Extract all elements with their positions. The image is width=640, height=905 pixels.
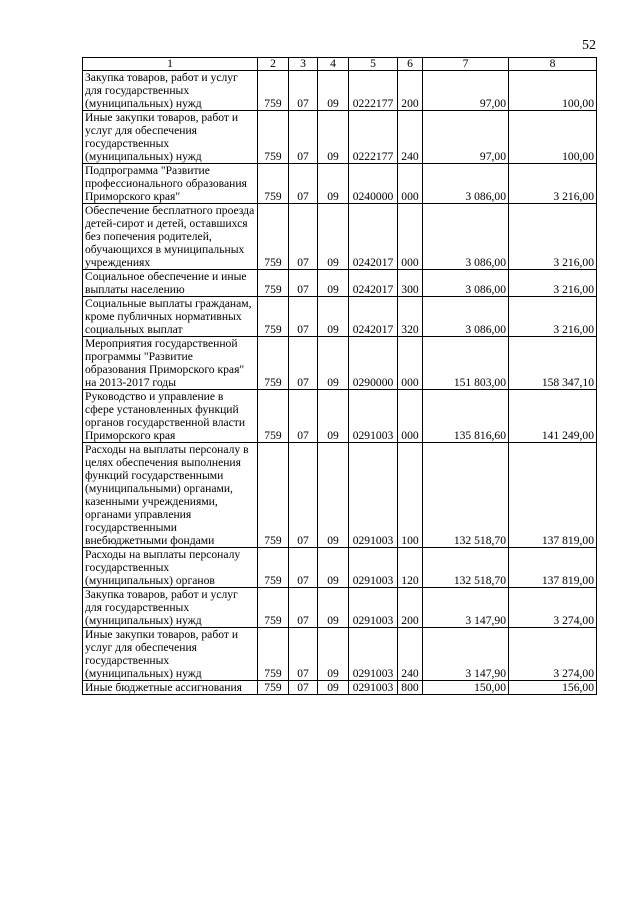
amount-year-1-cell: 132 518,70 <box>423 548 509 588</box>
table-row <box>83 297 597 337</box>
expense-type-cell: 200 <box>398 71 423 111</box>
section-code-cell: 07 <box>289 71 318 111</box>
header-cell-6: 6 <box>398 58 423 71</box>
subsection-code-cell: 09 <box>318 270 349 297</box>
target-article-cell: 0222177 <box>349 111 398 164</box>
amount-year-2-cell: 3 216,00 <box>509 204 597 270</box>
subsection-code-cell: 09 <box>318 111 349 164</box>
expense-type-cell: 200 <box>398 588 423 628</box>
table-row <box>83 628 597 681</box>
header-cell-2: 2 <box>258 58 289 71</box>
ministry-code-cell: 759 <box>258 204 289 270</box>
amount-year-1-cell: 150,00 <box>423 681 509 695</box>
amount-year-1-cell: 3 086,00 <box>423 164 509 204</box>
subsection-code-cell: 09 <box>318 337 349 390</box>
amount-year-2-cell: 100,00 <box>509 71 597 111</box>
section-code-cell: 07 <box>289 337 318 390</box>
table-row <box>83 681 597 695</box>
item-name-cell: Закупка товаров, работ и услуг для государственных (муниципальных) нужд <box>83 588 258 628</box>
ministry-code-cell: 759 <box>258 588 289 628</box>
item-name-cell: Социальное обеспечение и иные выплаты населению <box>83 270 258 297</box>
amount-year-2-cell: 156,00 <box>509 681 597 695</box>
amount-year-1-cell: 3 147,90 <box>423 588 509 628</box>
subsection-code-cell: 09 <box>318 204 349 270</box>
target-article-cell: 0291003 <box>349 628 398 681</box>
page-number: 52 <box>582 38 596 53</box>
table-row <box>83 164 597 204</box>
expense-type-cell: 240 <box>398 628 423 681</box>
ministry-code-cell: 759 <box>258 111 289 164</box>
header-cell-8: 8 <box>509 58 597 71</box>
subsection-code-cell: 09 <box>318 443 349 548</box>
table-row <box>83 548 597 588</box>
subsection-code-cell: 09 <box>318 628 349 681</box>
ministry-code-cell: 759 <box>258 681 289 695</box>
amount-year-1-cell: 132 518,70 <box>423 443 509 548</box>
table-row <box>83 270 597 297</box>
amount-year-2-cell: 137 819,00 <box>509 443 597 548</box>
subsection-code-cell: 09 <box>318 681 349 695</box>
amount-year-2-cell: 137 819,00 <box>509 548 597 588</box>
header-cell-5: 5 <box>349 58 398 71</box>
section-code-cell: 07 <box>289 588 318 628</box>
section-code-cell: 07 <box>289 204 318 270</box>
section-code-cell: 07 <box>289 628 318 681</box>
target-article-cell: 0291003 <box>349 548 398 588</box>
item-name-cell: Закупка товаров, работ и услуг для государственных (муниципальных) нужд <box>83 71 258 111</box>
item-name-cell: Иные закупки товаров, работ и услуг для обеспечения государственных (муниципальных) нужд <box>83 628 258 681</box>
item-name-cell: Иные закупки товаров, работ и услуг для обеспечения государственных (муниципальных) нужд <box>83 111 258 164</box>
amount-year-1-cell: 3 086,00 <box>423 297 509 337</box>
amount-year-2-cell: 3 216,00 <box>509 297 597 337</box>
header-cell-7: 7 <box>423 58 509 71</box>
amount-year-2-cell: 3 274,00 <box>509 628 597 681</box>
target-article-cell: 0242017 <box>349 270 398 297</box>
section-code-cell: 07 <box>289 297 318 337</box>
table-row <box>83 390 597 443</box>
amount-year-2-cell: 3 274,00 <box>509 588 597 628</box>
target-article-cell: 0222177 <box>349 71 398 111</box>
budget-table <box>82 57 597 695</box>
expense-type-cell: 300 <box>398 270 423 297</box>
section-code-cell: 07 <box>289 443 318 548</box>
item-name-cell: Социальные выплаты гражданам, кроме публичных нормативных социальных выплат <box>83 297 258 337</box>
table-body <box>83 71 597 695</box>
amount-year-1-cell: 3 086,00 <box>423 204 509 270</box>
table-row <box>83 111 597 164</box>
expense-type-cell: 120 <box>398 548 423 588</box>
amount-year-1-cell: 135 816,60 <box>423 390 509 443</box>
item-name-cell: Расходы на выплаты персоналу в целях обеспечения выполнения функций государственными (муниципальными) органами, казенными учреждениями, органами управления государственными внебюджетными фондами <box>83 443 258 548</box>
amount-year-2-cell: 100,00 <box>509 111 597 164</box>
subsection-code-cell: 09 <box>318 71 349 111</box>
subsection-code-cell: 09 <box>318 297 349 337</box>
subsection-code-cell: 09 <box>318 548 349 588</box>
ministry-code-cell: 759 <box>258 270 289 297</box>
amount-year-1-cell: 97,00 <box>423 111 509 164</box>
expense-type-cell: 800 <box>398 681 423 695</box>
amount-year-1-cell: 97,00 <box>423 71 509 111</box>
header-row <box>83 58 597 71</box>
amount-year-1-cell: 3 086,00 <box>423 270 509 297</box>
item-name-cell: Руководство и управление в сфере установленных функций органов государственной власти Приморского края <box>83 390 258 443</box>
target-article-cell: 0291003 <box>349 443 398 548</box>
amount-year-1-cell: 151 803,00 <box>423 337 509 390</box>
expense-type-cell: 320 <box>398 297 423 337</box>
ministry-code-cell: 759 <box>258 443 289 548</box>
amount-year-2-cell: 158 347,10 <box>509 337 597 390</box>
expense-type-cell: 000 <box>398 204 423 270</box>
target-article-cell: 0242017 <box>349 297 398 337</box>
ministry-code-cell: 759 <box>258 390 289 443</box>
subsection-code-cell: 09 <box>318 164 349 204</box>
table-row <box>83 443 597 548</box>
section-code-cell: 07 <box>289 681 318 695</box>
amount-year-2-cell: 141 249,00 <box>509 390 597 443</box>
table-row <box>83 588 597 628</box>
section-code-cell: 07 <box>289 164 318 204</box>
item-name-cell: Обеспечение бесплатного проезда детей-сирот и детей, оставшихся без попечения родителей, обучающихся в муниципальных учреждениях <box>83 204 258 270</box>
header-cell-3: 3 <box>289 58 318 71</box>
expense-type-cell: 000 <box>398 164 423 204</box>
section-code-cell: 07 <box>289 270 318 297</box>
ministry-code-cell: 759 <box>258 337 289 390</box>
table-header <box>83 58 597 71</box>
table-row <box>83 71 597 111</box>
table-row <box>83 337 597 390</box>
expense-type-cell: 100 <box>398 443 423 548</box>
section-code-cell: 07 <box>289 390 318 443</box>
expense-type-cell: 000 <box>398 390 423 443</box>
expense-type-cell: 000 <box>398 337 423 390</box>
subsection-code-cell: 09 <box>318 390 349 443</box>
target-article-cell: 0291003 <box>349 390 398 443</box>
ministry-code-cell: 759 <box>258 71 289 111</box>
table-row <box>83 204 597 270</box>
header-cell-4: 4 <box>318 58 349 71</box>
item-name-cell: Подпрограмма "Развитие профессионального образования Приморского края" <box>83 164 258 204</box>
target-article-cell: 0291003 <box>349 681 398 695</box>
item-name-cell: Иные бюджетные ассигнования <box>83 681 258 695</box>
target-article-cell: 0291003 <box>349 588 398 628</box>
section-code-cell: 07 <box>289 548 318 588</box>
ministry-code-cell: 759 <box>258 628 289 681</box>
expense-type-cell: 240 <box>398 111 423 164</box>
target-article-cell: 0240000 <box>349 164 398 204</box>
subsection-code-cell: 09 <box>318 588 349 628</box>
ministry-code-cell: 759 <box>258 548 289 588</box>
item-name-cell: Мероприятия государственной программы "Развитие образования Приморского края" на 2013-2017 годы <box>83 337 258 390</box>
ministry-code-cell: 759 <box>258 297 289 337</box>
target-article-cell: 0290000 <box>349 337 398 390</box>
header-cell-1: 1 <box>83 58 258 71</box>
section-code-cell: 07 <box>289 111 318 164</box>
ministry-code-cell: 759 <box>258 164 289 204</box>
amount-year-2-cell: 3 216,00 <box>509 164 597 204</box>
amount-year-1-cell: 3 147,90 <box>423 628 509 681</box>
amount-year-2-cell: 3 216,00 <box>509 270 597 297</box>
item-name-cell: Расходы на выплаты персоналу государственных (муниципальных) органов <box>83 548 258 588</box>
target-article-cell: 0242017 <box>349 204 398 270</box>
